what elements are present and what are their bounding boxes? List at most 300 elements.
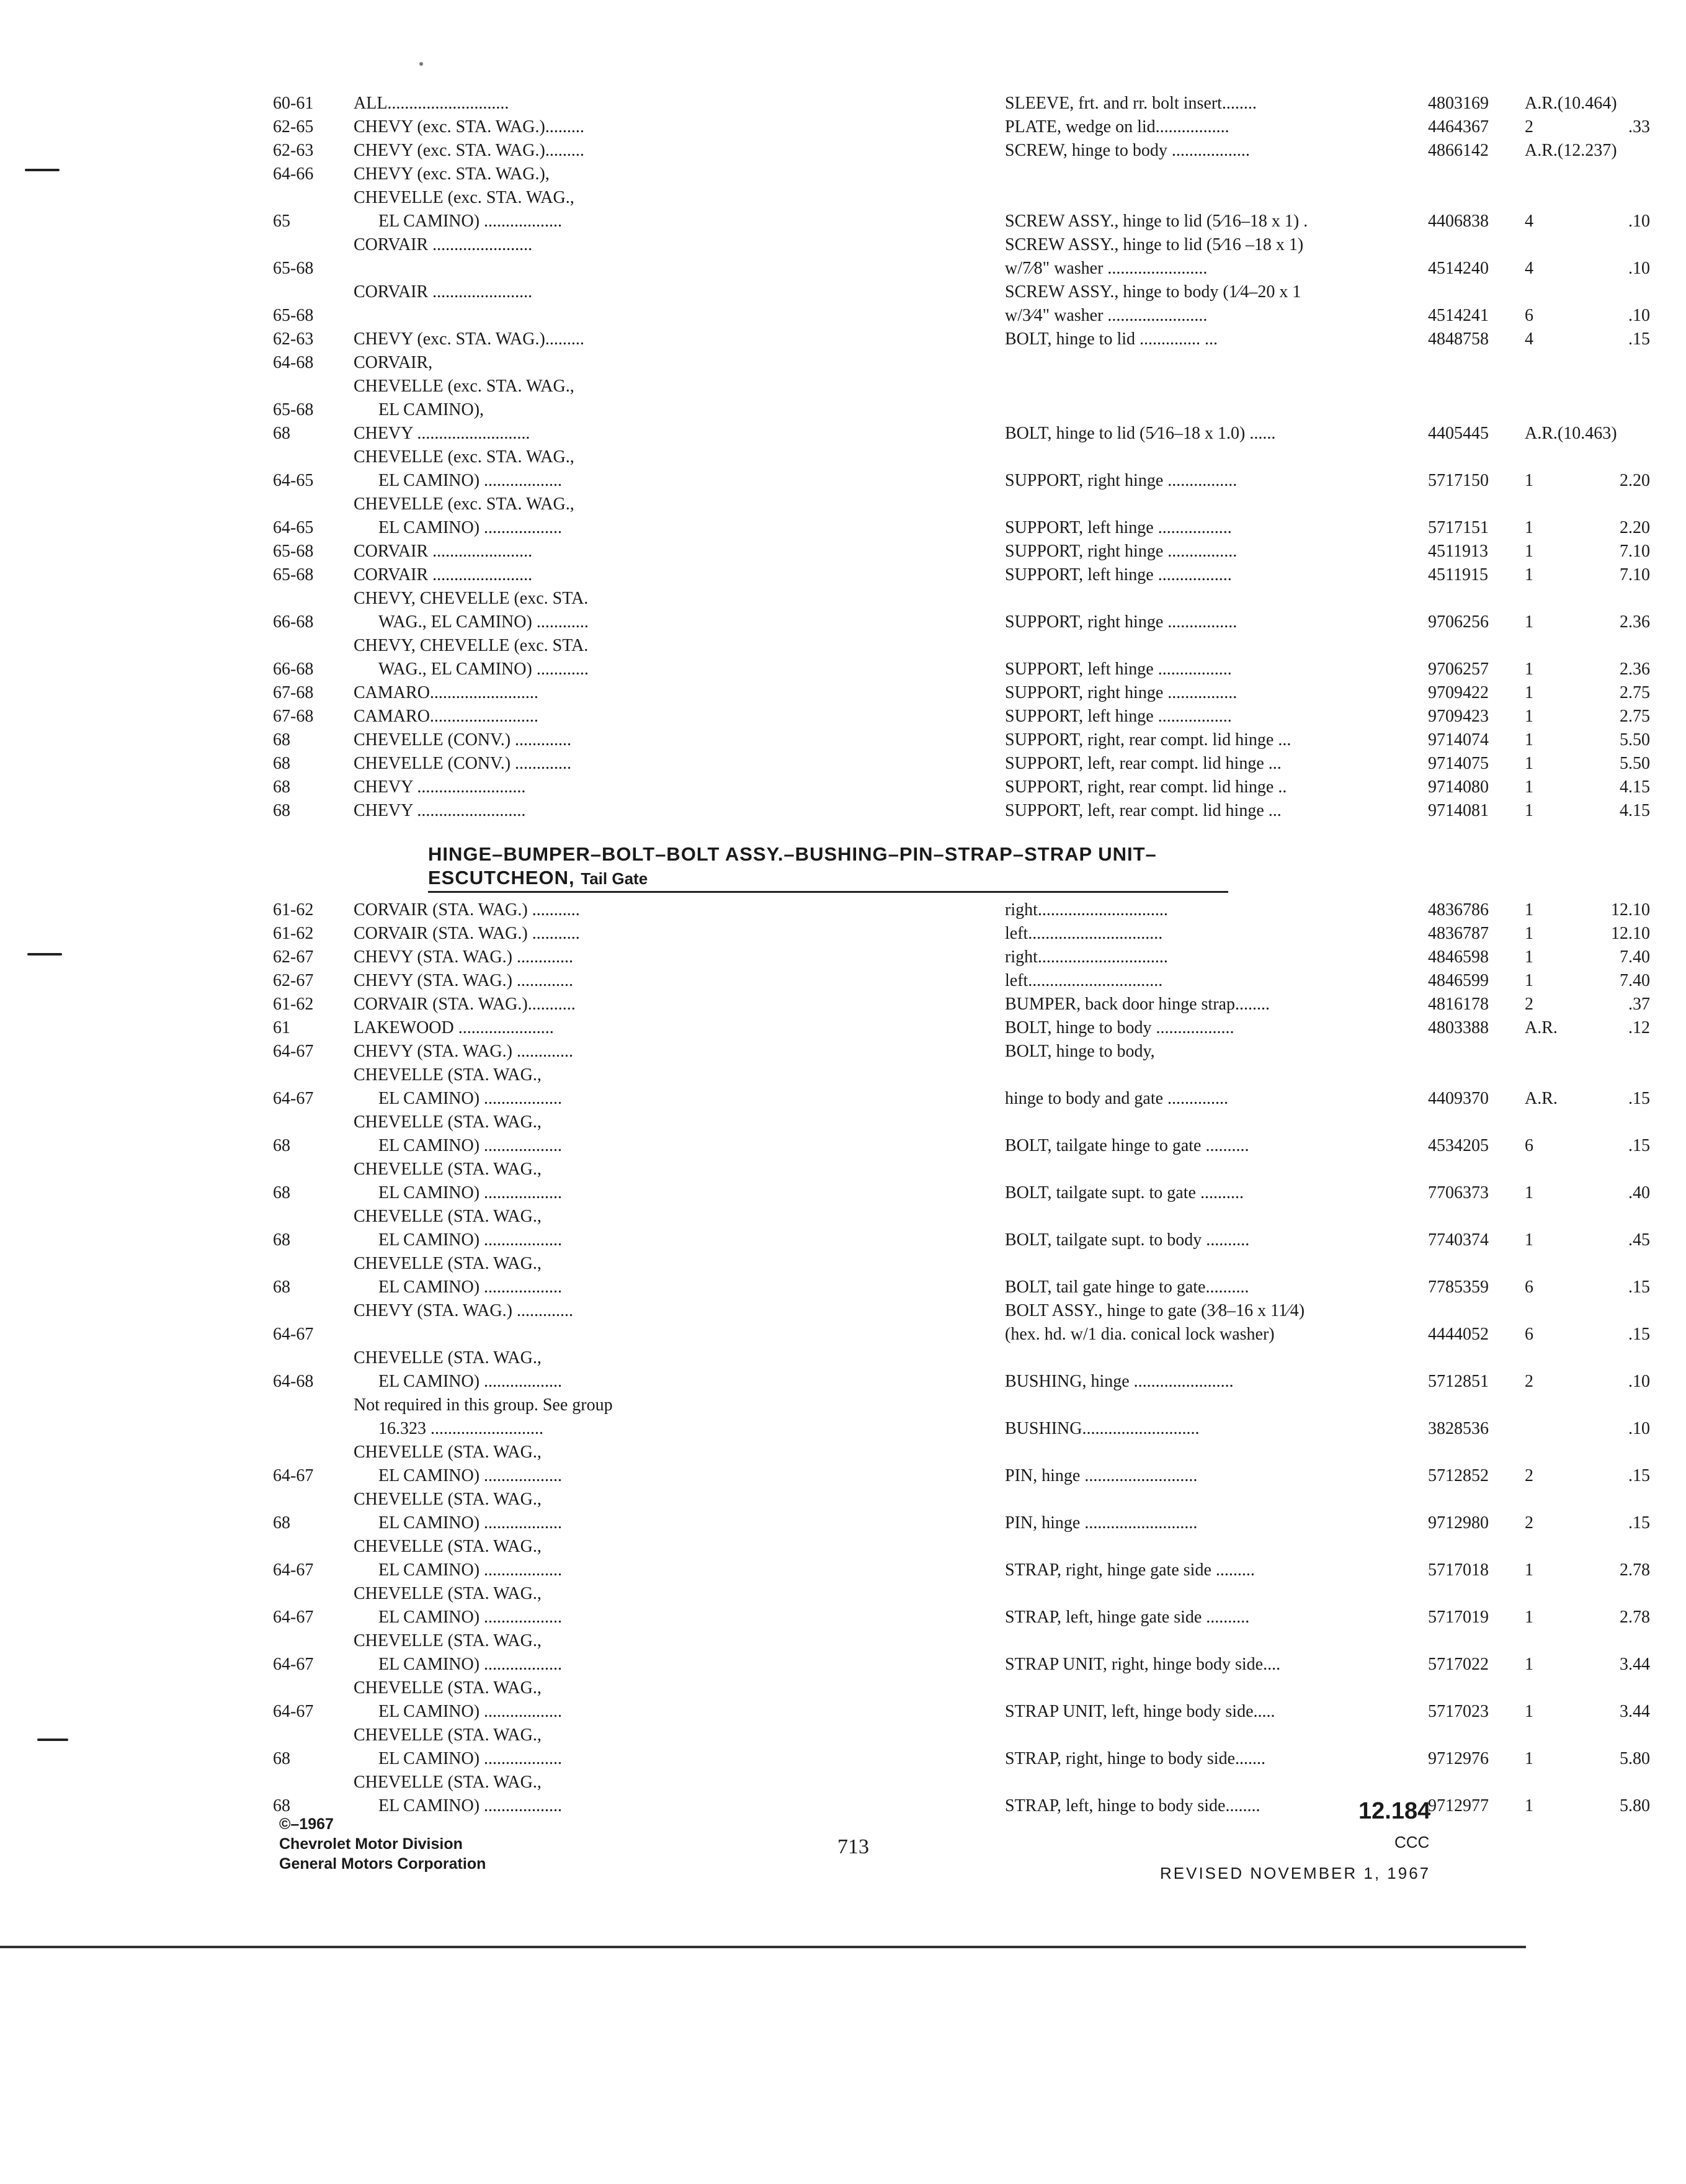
quantity-cell: 1 — [1525, 542, 1533, 561]
model-cell-continued: EL CAMINO) .................. — [378, 1749, 563, 1768]
quantity-cell: 1 — [1525, 1749, 1533, 1768]
parts-row — [273, 681, 1650, 705]
quantity-cell: 6 — [1525, 1325, 1533, 1344]
parts-row — [273, 728, 1650, 752]
model-cell: CHEVY (exc. STA. WAG.)......... — [354, 329, 584, 349]
description-cell: BUMPER, back door hinge strap........ — [1005, 995, 1270, 1014]
description-cell-continued: PIN, hinge .......................... — [1005, 1513, 1198, 1533]
quantity-cell: 1 — [1525, 924, 1533, 943]
description-cell: SUPPORT, left hinge ................. — [1005, 565, 1232, 584]
parts-row — [273, 186, 1650, 233]
model-cell-continued: EL CAMINO) .................. — [378, 1136, 563, 1155]
quantity-cell: A.R.(10.463) — [1525, 424, 1617, 443]
model-cell: CHEVELLE (STA. WAG., — [354, 1112, 542, 1132]
model-cell: CORVAIR ....................... — [354, 282, 533, 302]
price-cell: .10 — [1628, 1419, 1650, 1438]
parts-row — [273, 1582, 1650, 1629]
description-cell-continued: SCREW ASSY., hinge to lid (5⁄16–18 x 1) . — [1005, 212, 1308, 231]
section-number: 12.184 — [1358, 1798, 1431, 1824]
model-cell: CHEVELLE (STA. WAG., — [354, 1348, 542, 1367]
heading-underline — [428, 891, 1228, 893]
part-number-cell: 4803388 — [1428, 1018, 1489, 1037]
section-heading-line1: HINGE–BUMPER–BOLT–BOLT ASSY.–BUSHING–PIN–STRAP–STRAP UNIT– — [428, 843, 1157, 865]
model-cell: CORVAIR ....................... — [354, 235, 533, 254]
parts-row — [273, 375, 1377, 422]
description-cell: SUPPORT, left, rear compt. lid hinge ... — [1005, 754, 1282, 773]
price-cell: 2.75 — [1620, 707, 1650, 726]
quantity-cell: 2 — [1525, 1372, 1533, 1391]
price-cell: .15 — [1628, 1089, 1650, 1108]
page-number: 713 — [837, 1835, 869, 1858]
price-cell: .45 — [1628, 1230, 1650, 1250]
description-cell: right.............................. — [1005, 900, 1168, 920]
model-cell: CHEVY (STA. WAG.) ............. — [354, 1301, 573, 1320]
description-cell-continued: STRAP, left, hinge to body side........ — [1005, 1796, 1260, 1815]
model-cell-continued: EL CAMINO) .................. — [378, 212, 563, 231]
model-cell: CHEVELLE (STA. WAG., — [354, 1725, 542, 1745]
model-cell-continued: EL CAMINO) .................. — [378, 1655, 563, 1674]
year-cell: 68 — [273, 754, 290, 773]
model-cell-continued: EL CAMINO) .................. — [378, 1702, 563, 1721]
year-cell: 65-68 — [273, 542, 314, 561]
price-cell: 2.78 — [1620, 1608, 1650, 1627]
quantity-cell: 1 — [1525, 730, 1533, 750]
quantity-cell: 1 — [1525, 900, 1533, 920]
quantity-cell: 4 — [1525, 329, 1533, 349]
year-cell: 68 — [273, 1513, 290, 1533]
parts-row — [273, 1724, 1650, 1771]
quantity-cell: A.R. — [1525, 1089, 1558, 1108]
model-cell: ALL............................ — [354, 94, 509, 113]
margin-mark — [25, 169, 60, 171]
description-cell: BOLT, hinge to lid (5⁄16–18 x 1.0) ...... — [1005, 424, 1276, 443]
year-cell: 61-62 — [273, 995, 314, 1014]
description-cell-continued: SUPPORT, right hinge ................ — [1005, 612, 1238, 632]
part-number-cell: 3828536 — [1428, 1419, 1489, 1438]
parts-row — [273, 922, 1650, 946]
margin-mark — [37, 1739, 68, 1741]
model-cell-continued: 16.323 .......................... — [378, 1419, 543, 1438]
price-cell: 7.40 — [1620, 947, 1650, 967]
part-number-cell: 9706256 — [1428, 612, 1489, 632]
year-cell: 61-62 — [273, 900, 314, 920]
parts-row — [273, 1111, 1650, 1158]
quantity-cell: 1 — [1525, 1230, 1533, 1250]
quantity-cell: A.R. — [1525, 1018, 1558, 1037]
year-cell: 65 — [273, 212, 290, 231]
scan-dot — [419, 62, 423, 66]
quantity-cell: 1 — [1525, 471, 1533, 490]
part-number-cell: 4406838 — [1428, 212, 1489, 231]
parts-row — [273, 163, 1377, 186]
description-cell-continued: SUPPORT, right hinge ................ — [1005, 471, 1238, 490]
model-cell: CORVAIR (STA. WAG.) ........... — [354, 900, 580, 920]
description-cell-continued: BOLT, tailgate hinge to gate .......... — [1005, 1136, 1249, 1155]
description-cell: BOLT, hinge to lid .............. ... — [1005, 329, 1218, 349]
year-cell: 64-68 — [273, 353, 314, 372]
quantity-cell: 4 — [1525, 212, 1533, 231]
parts-row — [273, 1040, 1377, 1063]
quantity-cell: 1 — [1525, 1796, 1533, 1815]
description-cell: SUPPORT, right hinge ................ — [1005, 683, 1238, 702]
year-cell: 68 — [273, 1796, 290, 1815]
description-cell: SUPPORT, right, rear compt. lid hinge ... — [1005, 730, 1291, 750]
parts-row — [273, 752, 1650, 776]
quantity-cell: 1 — [1525, 518, 1533, 537]
model-cell-continued: EL CAMINO), — [378, 400, 484, 419]
year-cell: 62-63 — [273, 141, 314, 160]
parts-row — [273, 1299, 1650, 1346]
parts-list-section-1 — [273, 92, 1650, 823]
price-cell: 7.10 — [1620, 565, 1650, 584]
part-number-cell: 4534205 — [1428, 1136, 1489, 1155]
part-number-cell: 4816178 — [1428, 995, 1489, 1014]
parts-row — [273, 493, 1650, 540]
price-cell: 5.80 — [1620, 1749, 1650, 1768]
quantity-cell: 1 — [1525, 1655, 1533, 1674]
year-cell: 61-62 — [273, 924, 314, 943]
model-cell: CHEVY, CHEVELLE (exc. STA. — [354, 636, 589, 655]
part-number-cell: 5717018 — [1428, 1560, 1489, 1580]
model-cell: CHEVELLE (STA. WAG., — [354, 1537, 542, 1556]
model-cell-continued: EL CAMINO) .................. — [378, 1183, 563, 1202]
description-cell: BOLT ASSY., hinge to gate (3⁄8–16 x 11⁄4) — [1005, 1301, 1305, 1320]
model-cell: CHEVY (STA. WAG.) ............. — [354, 971, 573, 990]
model-cell: CHEVELLE (exc. STA. WAG., — [354, 447, 574, 467]
description-cell-continued: BOLT, tail gate hinge to gate.......... — [1005, 1278, 1249, 1297]
price-cell: .15 — [1628, 1136, 1650, 1155]
description-cell: left............................... — [1005, 971, 1163, 990]
parts-row — [273, 1346, 1650, 1394]
description-cell: SUPPORT, left hinge ................. — [1005, 707, 1232, 726]
year-cell: 62-65 — [273, 117, 314, 136]
model-cell: CHEVELLE (STA. WAG., — [354, 1207, 542, 1226]
model-cell: CAMARO......................... — [354, 707, 538, 726]
model-cell-continued: WAG., EL CAMINO) ............ — [378, 660, 589, 679]
part-number-cell: 9714074 — [1428, 730, 1489, 750]
price-cell: .15 — [1628, 1325, 1650, 1344]
year-cell: 67-68 — [273, 707, 314, 726]
model-cell: CHEVY .......................... — [354, 424, 530, 443]
part-number-cell: 4464367 — [1428, 117, 1489, 136]
quantity-cell: 1 — [1525, 754, 1533, 773]
parts-row — [273, 115, 1650, 139]
model-cell-continued: EL CAMINO) .................. — [378, 1089, 563, 1108]
description-cell-continued: (hex. hd. w/1 dia. conical lock washer) — [1005, 1325, 1275, 1344]
parts-row — [273, 946, 1650, 969]
price-cell: 5.80 — [1620, 1796, 1650, 1815]
part-number-cell: 7740374 — [1428, 1230, 1489, 1250]
model-cell-continued: WAG., EL CAMINO) ............ — [378, 612, 589, 632]
year-cell: 60-61 — [273, 94, 314, 113]
price-cell: .37 — [1628, 995, 1650, 1014]
quantity-cell: 1 — [1525, 683, 1533, 702]
description-cell: SUPPORT, right, rear compt. lid hinge .. — [1005, 777, 1287, 797]
model-cell: CHEVELLE (CONV.) ............. — [354, 754, 572, 773]
parts-row — [273, 634, 1650, 681]
model-cell-continued: EL CAMINO) .................. — [378, 1372, 563, 1391]
parts-row — [273, 1676, 1650, 1724]
copyright: ©–1967 — [279, 1815, 334, 1833]
parts-row — [273, 563, 1650, 587]
price-cell: 2.20 — [1620, 518, 1650, 537]
parts-row — [273, 1252, 1650, 1299]
year-cell: 68 — [273, 801, 290, 820]
part-number-cell: 4511913 — [1428, 542, 1488, 561]
price-cell: 2.78 — [1620, 1560, 1650, 1580]
model-cell: CHEVY, CHEVELLE (exc. STA. — [354, 589, 589, 608]
price-cell: 12.10 — [1611, 924, 1650, 943]
parts-row — [273, 705, 1650, 728]
parts-row — [273, 1063, 1650, 1111]
model-cell: CHEVELLE (STA. WAG., — [354, 1490, 542, 1509]
price-cell: 5.50 — [1620, 754, 1650, 773]
part-number-cell: 9712980 — [1428, 1513, 1489, 1533]
price-cell: .10 — [1628, 212, 1650, 231]
parts-row — [273, 328, 1650, 351]
quantity-cell: 1 — [1525, 801, 1533, 820]
year-cell: 66-68 — [273, 612, 314, 632]
part-number-cell: 4848758 — [1428, 329, 1489, 349]
part-number-cell: 9714081 — [1428, 801, 1489, 820]
quantity-cell: 1 — [1525, 947, 1533, 967]
part-number-cell: 5712851 — [1428, 1372, 1489, 1391]
quantity-cell: 1 — [1525, 777, 1533, 797]
section-heading-sub: Tail Gate — [581, 869, 648, 888]
quantity-cell: 2 — [1525, 995, 1533, 1014]
model-cell: CHEVELLE (exc. STA. WAG., — [354, 377, 574, 396]
part-number-cell: 4866142 — [1428, 141, 1489, 160]
model-cell-continued: EL CAMINO) .................. — [378, 1796, 563, 1815]
price-cell: .15 — [1628, 1513, 1650, 1533]
year-cell: 64-67 — [273, 1560, 314, 1580]
year-cell: 68 — [273, 730, 290, 750]
description-cell-continued: PIN, hinge .......................... — [1005, 1466, 1198, 1485]
part-number-cell: 5717023 — [1428, 1702, 1489, 1721]
price-cell: .40 — [1628, 1183, 1650, 1202]
parts-row — [273, 445, 1650, 493]
model-cell: CHEVELLE (STA. WAG., — [354, 1443, 542, 1462]
parts-row — [273, 351, 1377, 375]
model-cell: CHEVY (STA. WAG.) ............. — [354, 1042, 573, 1061]
model-cell: CHEVELLE (CONV.) ............. — [354, 730, 572, 750]
parts-row — [273, 993, 1650, 1016]
part-number-cell: 4514240 — [1428, 259, 1489, 278]
year-cell: 65-68 — [273, 400, 314, 419]
model-cell: LAKEWOOD ...................... — [354, 1018, 554, 1037]
price-cell: 12.10 — [1611, 900, 1650, 920]
part-number-cell: 4444052 — [1428, 1325, 1489, 1344]
description-cell: SUPPORT, left, rear compt. lid hinge ... — [1005, 801, 1282, 820]
year-cell: 65-68 — [273, 565, 314, 584]
description-cell: BOLT, hinge to body, — [1005, 1042, 1155, 1061]
parts-row — [273, 799, 1650, 823]
description-cell-continued: BUSHING........................... — [1005, 1419, 1200, 1438]
price-cell: 5.50 — [1620, 730, 1650, 750]
quantity-cell: 2 — [1525, 117, 1533, 136]
part-number-cell: 4803169 — [1428, 94, 1489, 113]
year-cell: 64-67 — [273, 1702, 314, 1721]
part-number-cell: 9714075 — [1428, 754, 1489, 773]
price-cell: 7.10 — [1620, 542, 1650, 561]
year-cell: 65-68 — [273, 306, 314, 325]
parts-row — [273, 540, 1650, 563]
description-cell: left............................... — [1005, 924, 1163, 943]
part-number-cell: 4836787 — [1428, 924, 1489, 943]
margin-mark — [27, 953, 62, 956]
parts-row — [273, 587, 1650, 634]
description-cell-continued: SUPPORT, left hinge ................. — [1005, 660, 1232, 679]
part-number-cell: 4514241 — [1428, 306, 1489, 325]
part-number-cell: 5712852 — [1428, 1466, 1489, 1485]
year-cell: 66-68 — [273, 660, 314, 679]
price-cell: 4.15 — [1620, 801, 1650, 820]
year-cell: 64-67 — [273, 1608, 314, 1627]
year-cell: 68 — [273, 1136, 290, 1155]
description-cell-continued: STRAP, right, hinge to body side....... — [1005, 1749, 1266, 1768]
price-cell: 7.40 — [1620, 971, 1650, 990]
quantity-cell: 1 — [1525, 971, 1533, 990]
parts-row — [273, 1629, 1650, 1676]
year-cell: 64-67 — [273, 1466, 314, 1485]
quantity-cell: 2 — [1525, 1513, 1533, 1533]
description-cell-continued: BOLT, tailgate supt. to body .......... — [1005, 1230, 1250, 1250]
year-cell: 62-67 — [273, 971, 314, 990]
price-cell: 3.44 — [1620, 1655, 1650, 1674]
description-cell: SLEEVE, frt. and rr. bolt insert........ — [1005, 94, 1257, 113]
price-cell: .15 — [1628, 1278, 1650, 1297]
model-cell: CORVAIR ....................... — [354, 565, 533, 584]
parts-row — [273, 139, 1617, 163]
part-number-cell: 4846598 — [1428, 947, 1489, 967]
quantity-cell: 6 — [1525, 1136, 1533, 1155]
model-cell-continued: EL CAMINO) .................. — [378, 1230, 563, 1250]
model-cell: CHEVELLE (STA. WAG., — [354, 1631, 542, 1650]
parts-row — [273, 1535, 1650, 1582]
price-cell: .15 — [1628, 329, 1650, 349]
price-cell: 3.44 — [1620, 1702, 1650, 1721]
year-cell: 62-63 — [273, 329, 314, 349]
description-cell-continued: BUSHING, hinge ....................... — [1005, 1372, 1234, 1391]
model-cell: CHEVELLE (STA. WAG., — [354, 1254, 542, 1273]
model-cell-continued: EL CAMINO) .................. — [378, 1560, 563, 1580]
section-heading — [428, 843, 1234, 890]
model-cell-continued: EL CAMINO) .................. — [378, 1513, 563, 1533]
model-cell: CHEVELLE (exc. STA. WAG., — [354, 188, 574, 207]
catalog-code: CCC — [1394, 1833, 1430, 1851]
year-cell: 64-67 — [273, 1089, 314, 1108]
model-cell: CHEVY ......................... — [354, 777, 526, 797]
price-cell: .12 — [1628, 1018, 1650, 1037]
year-cell: 68 — [273, 1278, 290, 1297]
price-cell: .33 — [1628, 117, 1650, 136]
quantity-cell: 1 — [1525, 1702, 1533, 1721]
description-cell: right.............................. — [1005, 947, 1168, 967]
part-number-cell: 4836786 — [1428, 900, 1489, 920]
model-cell: CHEVELLE (STA. WAG., — [354, 1584, 542, 1603]
part-number-cell: 9709422 — [1428, 683, 1489, 702]
model-cell: CHEVELLE (STA. WAG., — [354, 1160, 542, 1179]
part-number-cell: 7785359 — [1428, 1278, 1489, 1297]
year-cell: 64-67 — [273, 1325, 314, 1344]
price-cell: 2.20 — [1620, 471, 1650, 490]
price-cell: 2.36 — [1620, 660, 1650, 679]
parts-row — [273, 233, 1650, 280]
quantity-cell: A.R.(10.464) — [1525, 94, 1617, 113]
model-cell-continued: EL CAMINO) .................. — [378, 471, 563, 490]
part-number-cell: 5717019 — [1428, 1608, 1489, 1627]
year-cell: 68 — [273, 1749, 290, 1768]
description-cell-continued: hinge to body and gate .............. — [1005, 1089, 1229, 1108]
description-cell: BOLT, hinge to body .................. — [1005, 1018, 1234, 1037]
parts-row — [273, 1441, 1650, 1488]
part-number-cell: 4846599 — [1428, 971, 1489, 990]
parts-row — [273, 1394, 1650, 1441]
model-cell: CHEVY (exc. STA. WAG.)......... — [354, 117, 584, 136]
description-cell-continued: STRAP, left, hinge gate side .......... — [1005, 1608, 1250, 1627]
model-cell: CHEVELLE (STA. WAG., — [354, 1678, 542, 1698]
quantity-cell: 1 — [1525, 1183, 1533, 1202]
quantity-cell: 1 — [1525, 612, 1533, 632]
part-number-cell: 4409370 — [1428, 1089, 1489, 1108]
parts-row — [273, 280, 1650, 328]
description-cell: SCREW, hinge to body .................. — [1005, 141, 1250, 160]
model-cell: CORVAIR (STA. WAG.)........... — [354, 995, 576, 1014]
price-cell: 2.36 — [1620, 612, 1650, 632]
part-number-cell: 7706373 — [1428, 1183, 1489, 1202]
model-cell-continued: EL CAMINO) .................. — [378, 1466, 563, 1485]
description-cell-continued: STRAP UNIT, right, hinge body side.... — [1005, 1655, 1281, 1674]
model-cell: CAMARO......................... — [354, 683, 538, 702]
quantity-cell: 1 — [1525, 660, 1533, 679]
model-cell: CHEVELLE (exc. STA. WAG., — [354, 495, 574, 514]
description-cell: SCREW ASSY., hinge to lid (5⁄16 –18 x 1) — [1005, 235, 1304, 254]
price-cell: .10 — [1628, 306, 1650, 325]
quantity-cell: 2 — [1525, 1466, 1533, 1485]
year-cell: 68 — [273, 777, 290, 797]
year-cell: 64-67 — [273, 1655, 314, 1674]
parts-row — [273, 1488, 1650, 1535]
model-cell: Not required in this group. See group — [354, 1395, 613, 1415]
model-cell: CHEVELLE (STA. WAG., — [354, 1065, 542, 1085]
model-cell: CHEVY (exc. STA. WAG.), — [354, 164, 550, 184]
part-number-cell: 5717151 — [1428, 518, 1489, 537]
quantity-cell: 1 — [1525, 1560, 1533, 1580]
year-cell: 64-66 — [273, 164, 314, 184]
model-cell: CORVAIR (STA. WAG.) ........... — [354, 924, 580, 943]
price-cell: .10 — [1628, 259, 1650, 278]
part-number-cell: 9712976 — [1428, 1749, 1489, 1768]
quantity-cell: 4 — [1525, 259, 1533, 278]
model-cell: CORVAIR ....................... — [354, 542, 533, 561]
parts-row — [273, 898, 1650, 922]
part-number-cell: 9709423 — [1428, 707, 1489, 726]
description-cell-continued: w/7⁄8" washer ....................... — [1005, 259, 1208, 278]
model-cell-continued: EL CAMINO) .................. — [378, 1278, 563, 1297]
section-heading-line2: ESCUTCHEON, — [428, 867, 575, 888]
parts-row — [273, 1016, 1650, 1040]
description-cell-continued: w/3⁄4" washer ....................... — [1005, 306, 1208, 325]
year-cell: 67-68 — [273, 683, 314, 702]
parts-row — [273, 969, 1650, 993]
year-cell: 64-65 — [273, 471, 314, 490]
description-cell-continued: BOLT, tailgate supt. to gate .......... — [1005, 1183, 1244, 1202]
parts-row — [273, 1205, 1650, 1252]
model-cell: CHEVY ......................... — [354, 801, 526, 820]
quantity-cell: 1 — [1525, 707, 1533, 726]
model-cell: CHEVY (exc. STA. WAG.)......... — [354, 141, 584, 160]
model-cell-continued: EL CAMINO) .................. — [378, 1608, 563, 1627]
